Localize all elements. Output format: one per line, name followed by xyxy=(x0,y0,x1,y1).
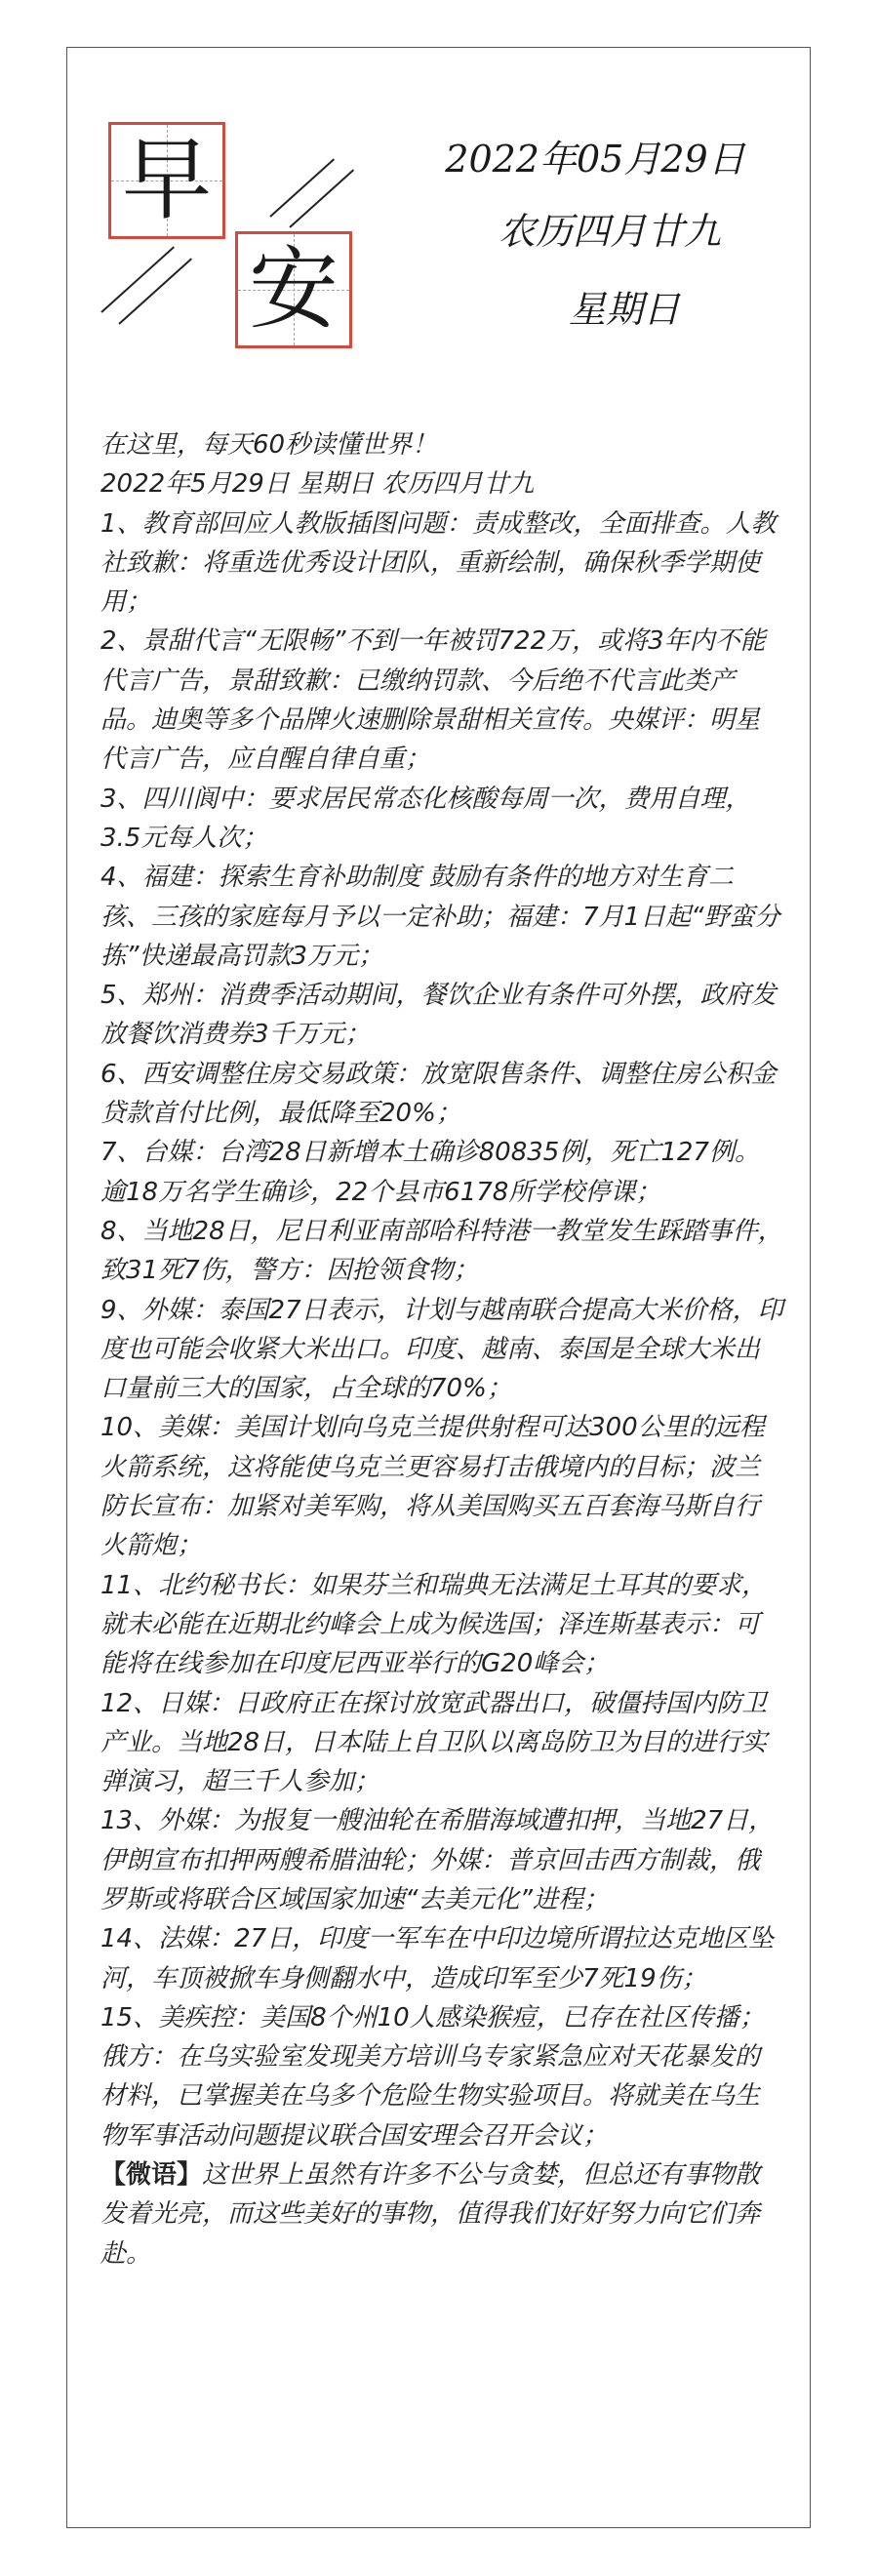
news-item: 12、日媒：日政府正在探讨放宽武器出口，破僵持国内防卫产业。当地28日，日本陆上自卫队以离岛防卫为目的进行实弹演习，超三千人参加； xyxy=(100,1688,768,1797)
news-item: 7、台媒：台湾28日新增本土确诊80835例，死亡127例。逾18万名学生确诊，22个县市6178所学校停课； xyxy=(100,1138,760,1207)
news-item: 10、美媒：美国计划向乌克兰提供射程可达300公里的远程火箭系统，这将能使乌克兰更容易打击俄境内的目标；波兰防长宣布：加紧对美军购，将从美国购买五百套海马斯自行火箭炮； xyxy=(100,1413,765,1561)
motto xyxy=(100,2155,783,2274)
news-item: 4、福建：探索生育补助制度 鼓励有条件的地方对生育二孩、三孩的家庭每月予以一定补助；福建：7月1日起“野蛮分拣”快递最高罚款3万元； xyxy=(100,863,780,971)
news-item: 15、美疾控：美国8个州10人感染猴痘，已存在社区传播；俄方：在乌实验室发现美方培训乌专家紧急应对天花暴发的材料，已掌握美在乌多个危险生物实验项目。将就美在乌生物军事活动问题提议联合国安理会召开会议； xyxy=(100,2002,765,2151)
news-item: 13、外媒：为报复一艘油轮在希腊海域遭扣押，当地27日，伊朗宣布扣押两艘希腊油轮；外媒：普京回击西方制裁，俄罗斯或将联合区域国家加速“去美元化”进程； xyxy=(100,1806,775,1914)
char-box-bottom xyxy=(235,231,352,348)
news-item: 8、当地28日，尼日利亚南部哈科特港一教堂发生踩踏事件，致31死7伤，警方：因抢领食物； xyxy=(100,1216,783,1286)
date-gregorian: 2022年05月29日 xyxy=(445,138,745,181)
char-zao: 早 xyxy=(121,128,212,232)
dateline: 2022年5月29日 星期日 农历四月廿九 xyxy=(100,469,535,500)
date-weekday: 星期日 xyxy=(568,288,680,331)
char-an: 安 xyxy=(248,237,339,342)
news-item: 14、法媒：27日，印度一军车在中印边境所谓拉达克地区坠河，车顶被掀车身侧翻水中，造成印军至少7死19伤； xyxy=(100,1924,775,1993)
intro-line: 在这里，每天60秒读懂世界！ xyxy=(100,430,438,460)
news-item: 6、西安调整住房交易政策：放宽限售条件、调整住房公积金贷款首付比例，最低降至20%； xyxy=(100,1059,777,1129)
news-item: 11、北约秘书长：如果芬兰和瑞典无法满足土耳其的要求，就未必能在近期北约峰会上成为候选国；泽连斯基表示：可能将在线参加在印度尼西亚举行的G20峰会； xyxy=(100,1570,768,1679)
motto-label: 【微语】 xyxy=(100,2160,203,2191)
char-box-top xyxy=(108,122,225,239)
news-item: 3、四川阆中：要求居民常态化核酸每周一次，费用自理，3.5元每人次； xyxy=(100,784,751,853)
date-lunar: 农历四月廿九 xyxy=(498,210,721,253)
motto-text: 这世界上虽然有许多不公与贪婪，但总还有事物散发着光亮，而这些美好的事物，值得我们好好努力向它们奔赴。 xyxy=(100,2160,761,2269)
news-content xyxy=(100,425,783,2274)
news-item: 2、景甜代言“无限畅”不到一年被罚722万，或将3年内不能代言广告，景甜致歉：已缴纳罚款、今后绝不代言此类产品。迪奥等多个品牌火速删除景甜相关宣传。央媒评：明星代言广告，应自醒自律自重； xyxy=(100,626,766,775)
news-item: 1、教育部回应人教版插图问题：责成整改，全面排查。人教社致歉：将重选优秀设计团队，重新绘制，确保秋季学期使用； xyxy=(100,508,777,618)
news-item: 9、外媒：泰国27日表示，计划与越南联合提高大米价格，印度也可能会收紧大米出口。印度、越南、泰国是全球大米出口量前三大的国家，占全球的70%； xyxy=(100,1295,783,1404)
news-item: 5、郑州：消费季活动期间，餐饮企业有条件可外摆，政府发放餐饮消费券3千万元； xyxy=(100,981,777,1050)
